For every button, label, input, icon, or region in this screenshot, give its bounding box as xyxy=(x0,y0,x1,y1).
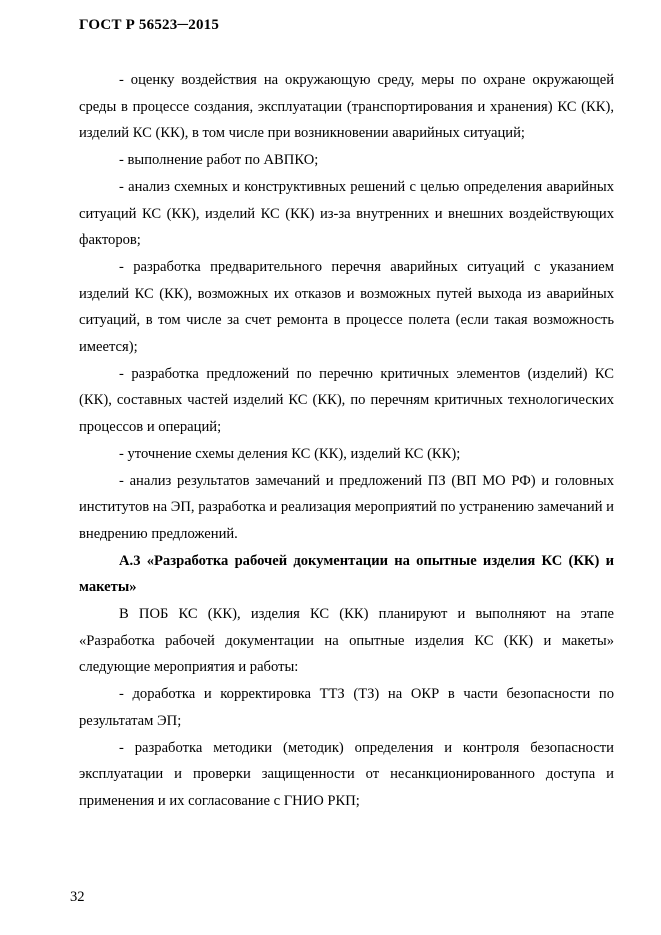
list-item: - выполнение работ по АВПКО; xyxy=(119,152,319,169)
page-number: 32 xyxy=(70,889,85,905)
body-text xyxy=(79,67,614,815)
paragraph: В ПОБ КС (КК), изделия КС (КК) планируют и выполняют на этапе «Разработка рабочей документации на опытные изделия КС (КК) и макеты» следующие мероприятия и работы: xyxy=(79,606,614,676)
section-heading: А.3 «Разработка рабочей документации на опытные изделия КС (КК) и макеты» xyxy=(79,552,614,596)
list-item: - разработка предварительного перечня аварийных ситуаций с указанием изделий КС (КК), возможных их отказов и возможных путей выхода из аварийных ситуаций, в том числе за счет ремонта в процессе полета (если такая возможность имеется); xyxy=(79,258,614,356)
list-item: - анализ результатов замечаний и предложений ПЗ (ВП МО РФ) и головных институтов на ЭП, разработка и реализация мероприятий по устранению замечаний и внедрению предложений. xyxy=(79,472,614,542)
list-item: - разработка предложений по перечню критичных элементов (изделий) КС (КК), составных частей изделий КС (КК), по перечням критичных технологических процессов и операций; xyxy=(79,365,614,436)
list-item: - уточнение схемы деления КС (КК), изделий КС (КК); xyxy=(119,445,461,462)
list-item: - разработка методики (методик) определения и контроля безопасности эксплуатации и проверки защищенности от несанкционированного доступа и применения и их согласование с ГНИО РКП; xyxy=(79,739,614,809)
list-item: - анализ схемных и конструктивных решений с целью определения аварийных ситуаций КС (КК), изделий КС (КК) из-за внутренних и внешних воздействующих факторов; xyxy=(79,178,614,249)
standard-header: ГОСТ Р 56523─2015 xyxy=(79,17,220,33)
list-item: - оценку воздействия на окружающую среду, меры по охране окружающей среды в процессе создания, эксплуатации (транспортирования и хранения) КС (КК), изделий КС (КК), в том числе при возникновении аварийных ситуаций; xyxy=(79,72,614,142)
list-item: - доработка и корректировка ТТЗ (ТЗ) на ОКР в части безопасности по результатам ЭП; xyxy=(79,686,614,729)
